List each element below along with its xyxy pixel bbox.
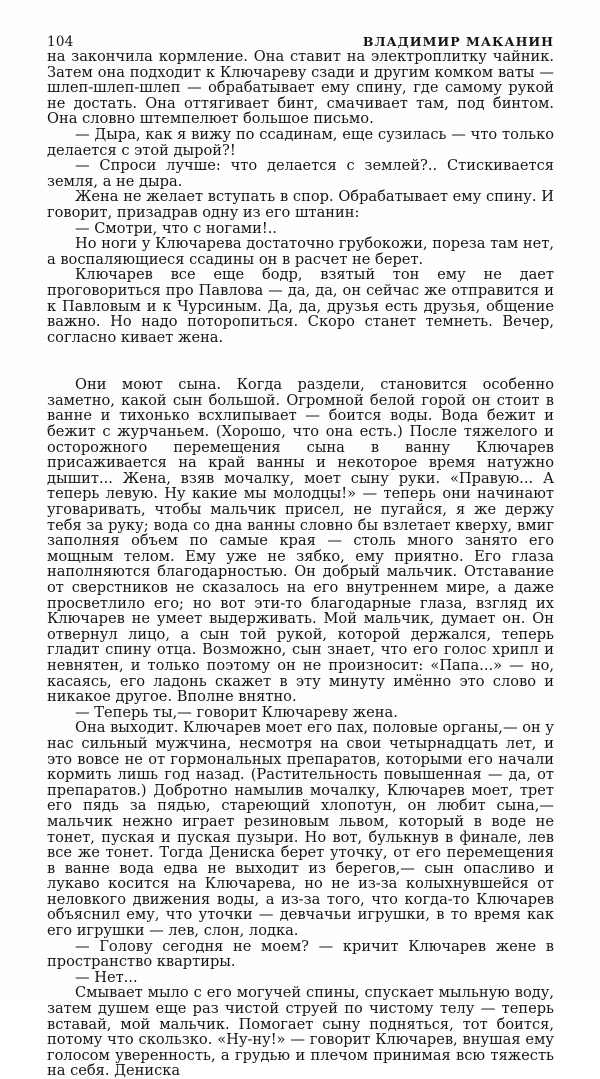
page-number: 104	[47, 34, 74, 50]
paragraph: Но ноги у Ключарева достаточно грубокожи, пореза там нет, а воспаляющиеся ссадины он в расчет не берет.	[47, 235, 554, 268]
dialogue-line: — Смотри, что с ногами!..	[75, 219, 277, 237]
dialogue-line: — Нет...	[75, 968, 138, 986]
paragraph: Жена не желает вступать в спор. Обрабатывает ему спину. И говорит, призадрав одну из его штанин:	[47, 188, 554, 221]
body-text	[47, 49, 554, 1079]
dialogue-line: — Дыра, как я вижу по ссадинам, еще сузилась — что только делается с этой дырой?!	[47, 125, 554, 159]
dialogue-line: — Спроси лучше: что делается с землей?.. Стискивается земля, а не дыра.	[47, 157, 554, 190]
running-title: ВЛАДИМИР МАКАНИН	[362, 34, 554, 49]
paragraph: Она выходит. Ключарев моет его пах, половые органы,— он у нас сильный мужчина, несмотря на свои четырнадцать лет, и это вовсе не от гормональных препаратов, которыми его начали кормить лишь год назад. (Растительность повышенная — да, от препаратов.) Добротно намылив мочалку, Ключарев моет, трет его пядь за пядью, стареющий хлопотун, он любит сына,— мальчик нежно играет резиновым львом, который в воде не тонет, пуская и пуская пузыри. Но вот, булькнув в финале, лев все же тонет. Тогда Дениска берет уточку, от его перемещения в ванне вода едва не выходит из берегов,— сын опасливо и лукаво косится на Ключарева, но не из-за колыхнувшейся от неловкого движения воды, а из-за того, что когда-то Ключарев объяснил ему, что уточки — девчачьи игрушки, в то время как его игрушки — лев, слон, лодка.	[47, 719, 554, 940]
paragraph: Они моют сына. Когда раздели, становится особенно заметно, какой сын большой. Огромной белой горой он стоит в ванне и тихонько всхлипывает — боится воды. Вода бежит и бежит с журчаньем. (Хорошо, что она есть.) После тяжелого и осторожного перемещения сына в ванну Ключарев присаживается на край ванны и некоторое время натужно дышит... Жена, взяв мочалку, моет сыну руки. «Правую... А теперь левую. Ну какие мы молодцы!» — теперь они начинают уговаривать, чтобы мальчик присел, не пугайся, я же держу тебя за руку; вода со дна ванны словно бы взлетает кверху, вмиг заполняя объем по самые края — столь много занято его мощным телом. Ему уже не зябко, ему приятно. Его глаза наполняются благодарностью. Он добрый мальчик. Отставание от сверстников не сказалось на его внутреннем мире, а даже просветлило его; но вот эти-то благодарные глаза, взгляд их Ключарев не умеет выдерживать. Мой мальчик, думает он. Он отвернул лицо, а сын той рукой, которой держался, теперь гладит спину отца. Возможно, сын знает, что его голос хрипл и невнятен, и только поэтому он не произносит: «Папа...» — но, касаясь, его ладонь скажет в эту минуту имённо это слово и никакое другое. Вполне внятно.	[47, 376, 554, 706]
paragraph: Ключарев все еще бодр, взятый тон ему не дает проговориться про Павлова — да, да, он сейчас же отправится и к Павловым и к Чурсиным. Да, да, друзья есть друзья, общение важно. Но надо поторопиться. Скоро станет темнеть. Вечер, согласно кивает жена.	[47, 266, 554, 346]
paragraph: на закончила кормление. Она ставит на электроплитку чайник. Затем она подходит к Ключареву сзади и другим комком ваты — шлеп-шлеп-шлеп — обрабатывает ему спину, где самому рукой не достать. Она оттягивает бинт, смачивает там, под бинтом. Она словно штемпелюет большое письмо.	[47, 48, 554, 128]
paragraph: Смывает мыло с его могучей спины, спускает мыльную воду, затем душем еще раз чистой струей по чистому телу — теперь вставай, мой мальчик. Помогает сыну подняться, тот боится, потому что скользко. «Ну-ну!» — говорит Ключарев, внушая ему голосом уверенность, а грудью и плечом принимая всю тяжесть на себя. Дениска	[47, 984, 554, 1079]
dialogue-line: — Голову сегодня не моем? — кричит Ключарев жене в пространство квартиры.	[47, 937, 554, 971]
dialogue-line: — Теперь ты,— говорит Ключареву жена.	[75, 703, 398, 721]
